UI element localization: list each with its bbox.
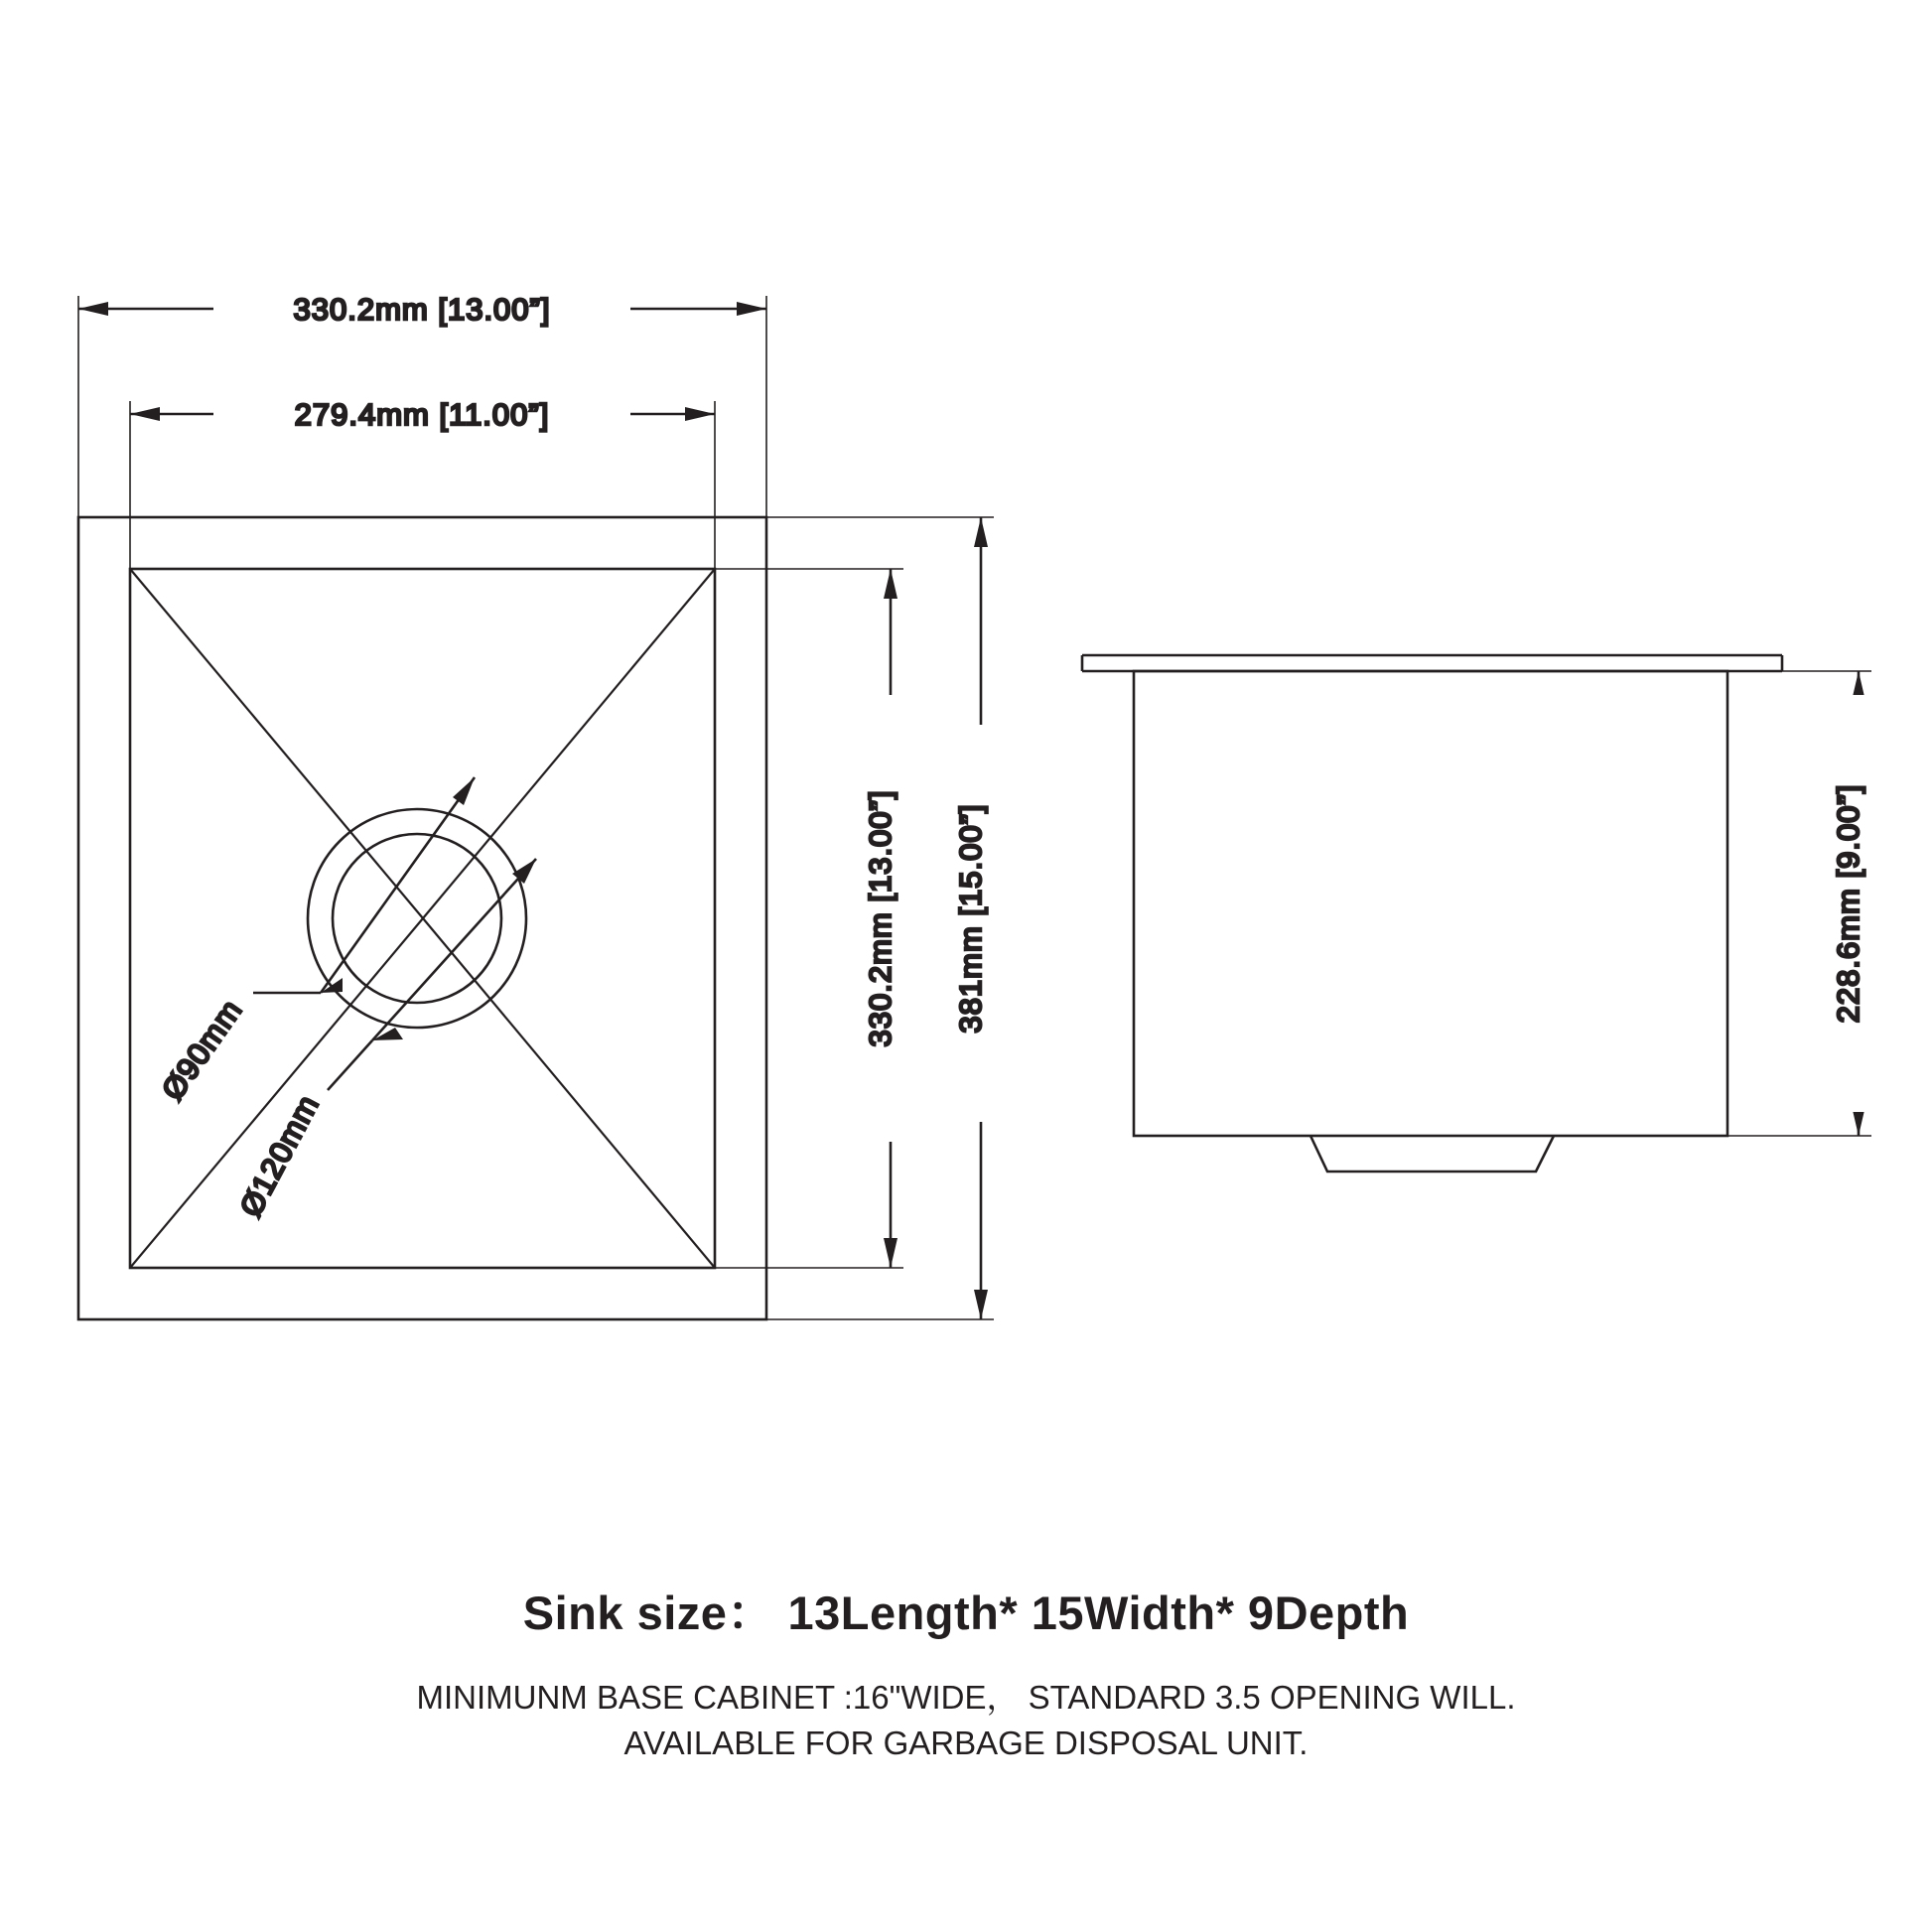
dim-label-inner-width: 279.4mm [11.00”] — [294, 397, 550, 432]
caption-note-line-1: MINIMUNM BASE CABINET :16"WIDE， STANDARD 3.5 OPENING WILL. — [416, 1679, 1516, 1716]
dim-leader-drain-outer — [253, 777, 475, 993]
dim-label-drain-outer-diameter: Ø90mm — [154, 992, 249, 1107]
caption-title: Sink size： 13Length* 15Width* 9Depth — [522, 1587, 1410, 1639]
dim-label-inner-depth: 330.2mm [13.00”] — [863, 789, 897, 1047]
drain-circles — [308, 809, 526, 1028]
top-view-diagonals — [130, 569, 715, 1268]
side-view-outline — [1082, 655, 1782, 1172]
dim-label-bowl-depth: 228.6mm [9.00”] — [1831, 783, 1865, 1024]
dim-label-drain-inner-diameter: Ø120mm — [232, 1088, 327, 1223]
dim-label-outer-depth: 381mm [15.00”] — [953, 803, 988, 1034]
dim-leader-drain-inner — [328, 859, 536, 1090]
dim-label-outer-width: 330.2mm [13.00”] — [293, 292, 551, 327]
caption-note-line-2: AVAILABLE FOR GARBAGE DISPOSAL UNIT. — [623, 1725, 1309, 1761]
